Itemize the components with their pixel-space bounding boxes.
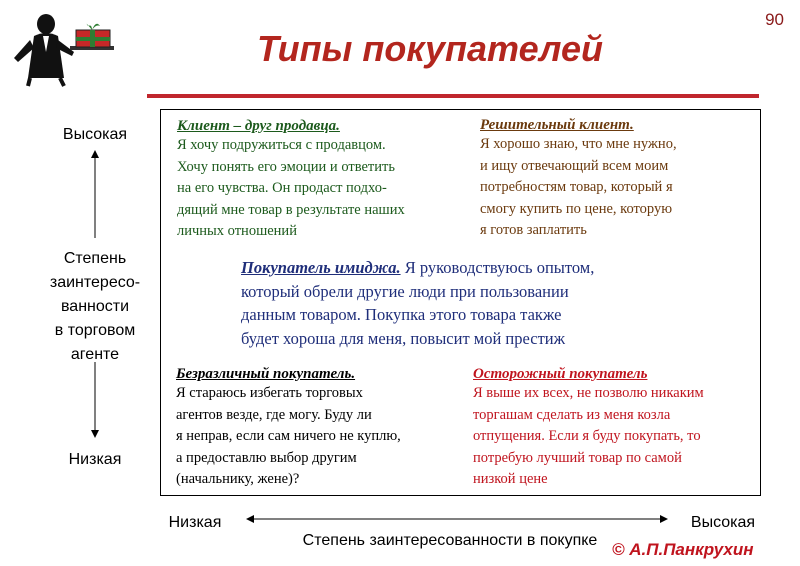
y-axis-high-label: Высокая <box>62 126 128 143</box>
quadrant-line: (начальнику, жене)? <box>176 471 300 487</box>
quadrant-line: на его чувства. Он продаст подхо- <box>177 180 387 196</box>
y-axis-title <box>30 247 160 367</box>
copyright-text: © А.П.Панкрухин <box>612 540 754 559</box>
quadrant-line: агентов везде, где могу. Буду ли <box>176 406 372 423</box>
quadrant-title: Осторожный покупатель <box>473 366 648 382</box>
x-axis-high-label: Высокая <box>690 514 756 531</box>
x-axis-low-label: Низкая <box>168 514 222 531</box>
quadrant-decisive-client <box>480 117 750 242</box>
page-number: 90 <box>765 10 784 29</box>
y-axis-arrow-up <box>88 148 102 240</box>
quadrant-line: данным товаром. Покупка этого товара также <box>241 305 562 324</box>
x-axis-arrow <box>244 513 670 525</box>
y-axis-arrow-down <box>88 362 102 442</box>
y-axis-title-line: ванности <box>60 298 130 315</box>
y-axis-title-line: Степень <box>63 250 127 267</box>
y-axis-title-line: в торговом <box>54 322 136 339</box>
quadrant-line: дящий мне товар в результате наших <box>177 201 405 218</box>
quadrant-line: отпущения. Если я буду покупать, то <box>473 428 701 444</box>
title-underline-rule <box>147 94 759 98</box>
quadrant-line: Я хорошо знаю, что мне нужно, <box>480 136 677 152</box>
y-axis-title-line: заинтересо- <box>49 274 141 291</box>
x-axis-title: Степень заинтересованности в покупке <box>302 532 598 549</box>
quadrant-title: Клиент – друг продавца. <box>177 118 340 134</box>
quadrant-line: я готов заплатить <box>480 222 587 238</box>
quadrant-title: Решительный клиент. <box>480 117 634 133</box>
quadrant-line: я неправ, если сам ничего не куплю, <box>176 428 401 444</box>
quadrant-line: а предоставлю выбор другим <box>176 449 357 466</box>
y-axis-title-line: агенте <box>70 346 120 363</box>
quadrant-line: личных отношений <box>177 223 297 239</box>
quadrant-title: Безразличный покупатель. <box>176 366 356 382</box>
quadrant-line: Я выше их всех, не позволю никаким <box>473 385 704 401</box>
quadrant-image-buyer <box>241 256 701 350</box>
quadrant-line: потребую лучший товар по самой <box>473 449 682 466</box>
quadrant-line: смогу купить по цене, которую <box>480 200 673 217</box>
quadrant-line: Я стараюсь избегать торговых <box>176 385 363 401</box>
quadrant-line: потребностям товар, который я <box>480 179 673 195</box>
quadrant-line: Я руководствуюсь опытом, <box>400 258 595 277</box>
quadrant-line: Я хочу подружиться с продавцом. <box>177 137 386 153</box>
quadrant-indifferent-buyer <box>176 366 461 491</box>
quadrant-title: Покупатель имиджа. <box>241 258 401 277</box>
quadrant-friend-of-seller <box>177 118 462 243</box>
quadrant-line: и ищу отвечающий всем моим <box>480 157 669 174</box>
quadrant-line: торгашам сделать из меня козла <box>473 406 671 423</box>
quadrant-line: который обрели другие люди при пользовании <box>241 281 569 301</box>
quadrant-cautious-buyer <box>473 366 758 491</box>
quadrant-line: Хочу понять его эмоции и ответить <box>177 158 395 175</box>
y-axis-low-label: Низкая <box>68 451 122 468</box>
page-title: Типы покупателей <box>257 28 603 69</box>
quadrant-line: будет хороша для меня, повысит мой престиж <box>241 328 566 348</box>
quadrant-line: низкой цене <box>473 471 548 487</box>
